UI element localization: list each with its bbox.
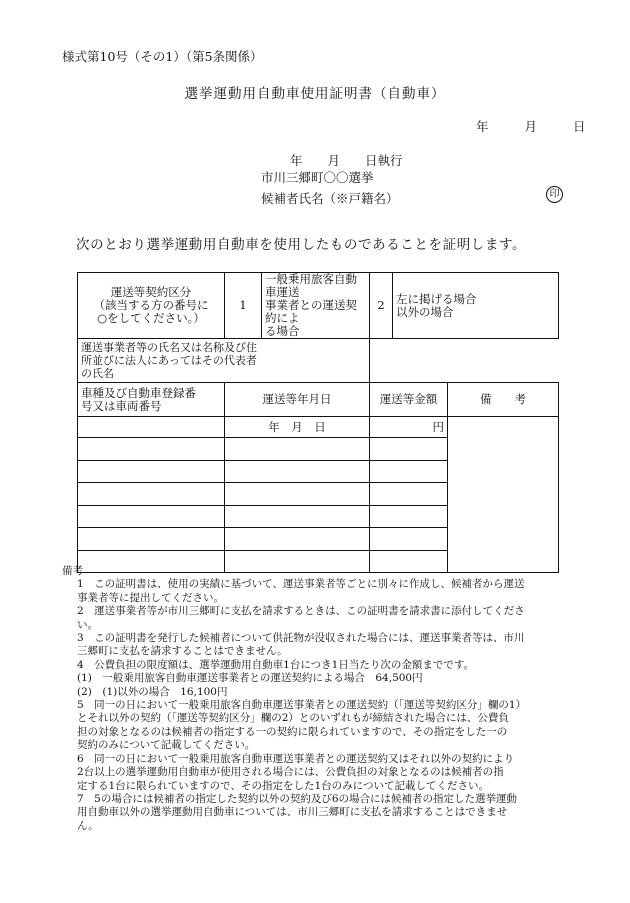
- certification-statement: 次のとおり選挙運動用自動車を使用したものであることを証明します。: [76, 237, 527, 253]
- note-line: 7 5の場合には候補者の指定した契約以外の契約及び6の場合には候補者の指定した選挙運動: [77, 792, 518, 805]
- issue-date-day: 日: [572, 119, 586, 134]
- note-line: 2台以上の選挙運動用自動車が使用される場合には、公費負担の対象となるのは候補者の指: [77, 766, 504, 779]
- note-line: 用自動車以外の選挙運動用自動車については、市川三郷町に支払を請求することはできませ: [77, 806, 508, 819]
- col-date-header: 運送等年月日: [225, 383, 370, 417]
- note-6: [62, 753, 582, 793]
- operator-label: [78, 339, 370, 383]
- date-cell[interactable]: [225, 528, 370, 551]
- note-line: 事業者等に提出してください。: [77, 591, 224, 604]
- form-number: 様式第10号（その1）（第5条関係）: [62, 49, 263, 64]
- transport-table: [77, 272, 559, 573]
- operator-value-field[interactable]: [370, 339, 559, 383]
- vehicle-cell[interactable]: [78, 528, 225, 551]
- option-1-text: [262, 273, 370, 339]
- note-2: [62, 605, 582, 632]
- col-amount-header: 運送等金額: [370, 383, 448, 417]
- note-line: 1 この証明書は、使用の実績に基づいて、運送事業者等ごとに別々に作成し、候補者から運送: [77, 578, 525, 591]
- option-1-text-line: 事業者との運送契約によ: [265, 298, 357, 325]
- candidate-name-label: 候補者氏名（※戸籍名）: [261, 191, 399, 206]
- issue-date-month: 月: [524, 119, 537, 134]
- notes-heading: 備考: [62, 565, 83, 577]
- note-1: [62, 578, 582, 605]
- vehicle-cell[interactable]: [78, 460, 225, 483]
- issue-date: [476, 117, 585, 135]
- vehicle-cell[interactable]: [78, 483, 225, 506]
- date-cell[interactable]: [225, 483, 370, 506]
- remarks-cell[interactable]: [448, 417, 559, 573]
- election-date: 年 月 日執行: [290, 153, 403, 168]
- operator-label-line: の氏名: [81, 367, 114, 380]
- date-cell[interactable]: [225, 438, 370, 461]
- date-cell[interactable]: [225, 460, 370, 483]
- operator-row: [78, 339, 559, 383]
- unit-row: [78, 417, 559, 438]
- note-line: い。: [77, 618, 98, 631]
- note-line: ん。: [77, 819, 99, 832]
- col-vehicle-header: [78, 383, 225, 417]
- col-remarks-header: 備 考: [448, 383, 559, 417]
- note-3: [62, 632, 582, 659]
- contract-type-label-line: （該当する方の番号に: [93, 298, 209, 312]
- option-2-text-line: 以外の場合: [396, 304, 454, 319]
- option-1-number[interactable]: 1: [225, 273, 262, 339]
- operator-label-line: 運送事業者等の氏名又は名称及び住: [81, 341, 257, 354]
- note-line: 4 公費負担の限度額は、選挙運動用自動車1台につき1日当たり次の金額までです。: [77, 658, 474, 671]
- note-4: [62, 659, 582, 699]
- election-name: 市川三郷町〇〇選挙: [261, 170, 374, 185]
- note-line: 2 運送事業者等が市川三郷町に支払を請求するときは、この証明書を請求書に添付してくださ: [77, 605, 525, 618]
- option-2-text-line: 左に掲げる場合: [396, 291, 477, 306]
- note-line: 5 同一の日において一般乗用旅客自動車運送事業者との運送契約（「運送等契約区分」欄の1）: [77, 699, 527, 712]
- note-line: (1) 一般乗用旅客自動車運送事業者との運送契約による場合 64,500円: [77, 672, 423, 685]
- document-title: 選挙運動用自動車使用証明書（自動車）: [184, 86, 446, 102]
- date-cell[interactable]: [225, 505, 370, 528]
- seal-mark: 印: [546, 186, 563, 203]
- vehicle-cell[interactable]: [78, 438, 225, 461]
- note-7: [62, 793, 582, 833]
- vehicle-cell[interactable]: [78, 417, 225, 438]
- date-unit-cell[interactable]: 年 月 日: [225, 417, 370, 438]
- issue-date-year: 年: [476, 119, 489, 134]
- operator-label-line: 所並びに法人にあってはその代表者: [81, 354, 257, 367]
- contract-type-label-line: ○をしてください。）: [97, 311, 205, 325]
- note-line: 契約のみについて記載してください。: [77, 739, 256, 752]
- amount-cell[interactable]: [370, 438, 448, 461]
- note-5: [62, 699, 582, 753]
- option-1-text-line: る場合: [265, 324, 300, 338]
- amount-cell[interactable]: [370, 483, 448, 506]
- amount-cell[interactable]: [370, 528, 448, 551]
- amount-cell[interactable]: [370, 505, 448, 528]
- note-line: 3 この証明書を発行した候補者について供託物が没収された場合には、運送事業者等は、市川: [77, 632, 525, 645]
- column-header-row: [78, 383, 559, 417]
- notes-section: [62, 565, 582, 833]
- note-line: 6 同一の日において一般乗用旅客自動車運送事業者との運送契約又はそれ以外の契約により: [77, 752, 515, 765]
- note-line: (2) (1)以外の場合 16,100円: [77, 685, 228, 698]
- option-2-number[interactable]: 2: [370, 273, 393, 339]
- note-line: 三郷町に支払を請求することはできません。: [77, 645, 288, 658]
- amount-cell[interactable]: [370, 460, 448, 483]
- contract-type-label-line: 運送等契約区分: [110, 285, 192, 299]
- option-1-text-line: 一般乗用旅客自動車運送: [265, 272, 357, 299]
- note-line: 担の対象となるのは候補者の指定する一の契約に限られていますので、その指定をした一の: [77, 725, 508, 738]
- vehicle-cell[interactable]: [78, 505, 225, 528]
- col-vehicle-header-line: 号又は車両番号: [81, 398, 162, 413]
- note-line: 定する1台に限られていますので、その指定をした1台のみについて記載してください。: [77, 779, 489, 792]
- contract-type-label: [78, 273, 225, 339]
- note-line: とそれ以外の契約（「運送等契約区分」欄の2）とのいずれもが締結された場合には、公費負: [77, 712, 509, 725]
- col-vehicle-header-line: 車種及び自動車登録番: [81, 385, 196, 400]
- option-2-text: [393, 273, 559, 339]
- contract-type-row: [78, 273, 559, 339]
- amount-unit-cell[interactable]: 円: [370, 417, 448, 438]
